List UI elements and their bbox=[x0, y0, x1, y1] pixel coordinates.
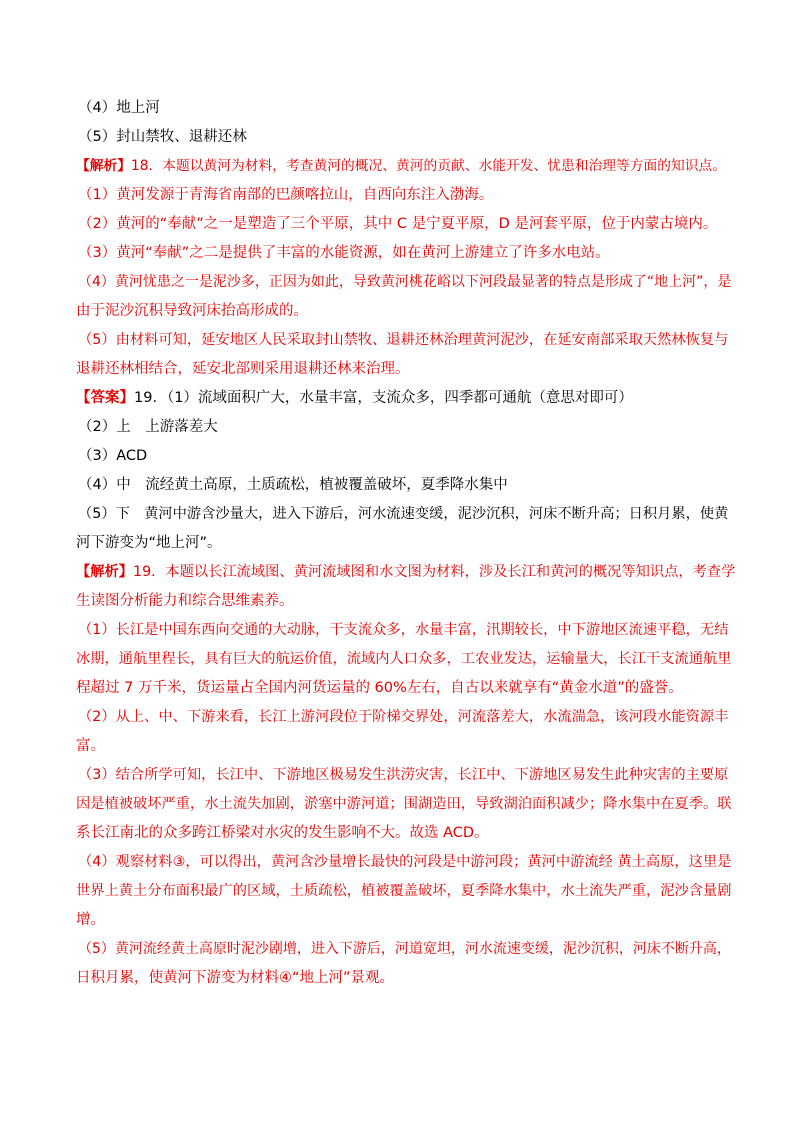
analysis-line bbox=[76, 297, 736, 326]
answer-line bbox=[76, 413, 736, 442]
line-text: （5）下 黄河中游含沙量大，进入下游后，河水流速变缓，泥沙沉积，河床不断升高；日积月累，使黄 bbox=[78, 506, 729, 522]
line-text: 系长江南北的众多跨江桥梁对水灾的发生影响不大。故选 ACD。 bbox=[76, 825, 489, 841]
line-text: （4）地上河 bbox=[78, 100, 160, 116]
line-text: 程超过 7 万千米，货运量占全国内河货运量的 60%左右，自古以来就享有“黄金水道”的盛誉。 bbox=[76, 680, 683, 696]
line-text: （4）观察材料③，可以得出，黄河含沙量增长最快的河段是中游河段；黄河中游流经 黄土高原，这里是 bbox=[78, 854, 732, 870]
line-text: （5）由材料可知，延安地区人民采取封山禁牧、退耕还林治理黄河泥沙，在延安南部采取天然林恢复与 bbox=[78, 332, 729, 348]
line-text: （3）结合所学可知，长江中、下游地区极易发生洪涝灾害，长江中、下游地区易发生此种灾害的主要原 bbox=[78, 767, 729, 783]
analysis-line bbox=[76, 761, 736, 790]
line-text: 退耕还林相结合，延安北部则采用退耕还林来治理。 bbox=[76, 361, 410, 377]
analysis-line bbox=[76, 181, 736, 210]
line-text: 18．本题以黄河为材料，考查黄河的概况、黄河的贡献、水能开发、忧患和治理等方面的知识点。 bbox=[131, 158, 727, 174]
analysis-line bbox=[76, 616, 736, 645]
analysis-tag: 【解析】 bbox=[76, 158, 132, 174]
analysis-line bbox=[76, 935, 736, 964]
answer-line bbox=[76, 529, 736, 558]
answer-line bbox=[76, 471, 736, 500]
answer-line bbox=[76, 94, 736, 123]
analysis-line bbox=[76, 877, 736, 906]
line-text: 19．本题以长江流域图、黄河流域图和水文图为材料，涉及长江和黄河的概况等知识点，考查学 bbox=[133, 564, 736, 580]
line-text: 日积月累，使黄河下游变为材料④“地上河”景观。 bbox=[76, 970, 395, 986]
document-body bbox=[76, 94, 736, 993]
line-text: 生读图分析能力和综合思维素养。 bbox=[76, 593, 294, 609]
analysis-line bbox=[76, 906, 736, 935]
line-text: 由于泥沙沉积导致河床抬高形成的。 bbox=[76, 303, 308, 319]
answer-line bbox=[76, 500, 736, 529]
analysis-line bbox=[76, 964, 736, 993]
analysis-line bbox=[76, 645, 736, 674]
line-text: （3）黄河“奉献”之二是提供了丰富的水能资源，如在黄河上游建立了许多水电站。 bbox=[78, 245, 610, 261]
line-text: 河下游变为“地上河”。 bbox=[76, 535, 222, 551]
line-text: 增。 bbox=[76, 912, 105, 928]
analysis-line bbox=[76, 732, 736, 761]
line-text: （4）中 流经黄土高原，土质疏松，植被覆盖破坏，夏季降水集中 bbox=[78, 477, 508, 493]
line-text: （2）黄河的“奉献”之一是塑造了三个平原，其中 C 是宁夏平原，D 是河套平原，位于内蒙古境内。 bbox=[78, 216, 718, 232]
line-text: （2）上 上游落差大 bbox=[78, 419, 218, 435]
line-text: 富。 bbox=[76, 738, 105, 754]
line-text: （3）ACD bbox=[78, 448, 148, 464]
analysis-tag: 【解析】 bbox=[76, 564, 134, 580]
analysis-line bbox=[76, 848, 736, 877]
answer-line bbox=[76, 123, 736, 152]
analysis-heading bbox=[76, 152, 736, 181]
line-text: （5）封山禁牧、退耕还林 bbox=[78, 129, 247, 145]
line-text: （5）黄河流经黄土高原时泥沙剧增，进入下游后，河道宽坦，河水流速变缓，泥沙沉积，河床不断升高， bbox=[78, 941, 731, 957]
analysis-heading bbox=[76, 558, 736, 587]
line-text: （1）黄河发源于青海省南部的巴颜喀拉山，自西向东注入渤海。 bbox=[78, 187, 494, 203]
analysis-line bbox=[76, 355, 736, 384]
line-text: 世界上黄土分布面积最广的区域，土质疏松，植被覆盖破坏，夏季降水集中，水土流失严重，泥沙含量剧 bbox=[76, 883, 732, 899]
analysis-line bbox=[76, 674, 736, 703]
line-text: 冰期，通航里程长，具有巨大的航运价值，流域内人口众多，工农业发达，运输量大，长江干支流通航里 bbox=[76, 651, 732, 667]
analysis-line bbox=[76, 268, 736, 297]
answer-line bbox=[76, 442, 736, 471]
line-text: 因是植被破坏严重，水土流失加剧，淤塞中游河道；围湖造田，导致湖泊面积减少；降水集中在夏季。联 bbox=[76, 796, 732, 812]
analysis-line bbox=[76, 703, 736, 732]
line-text: 19．（1）流域面积广大，水量丰富，支流众多，四季都可通航（意思对即可） bbox=[134, 390, 633, 406]
analysis-line bbox=[76, 587, 736, 616]
line-text: （4）黄河忧患之一是泥沙多，正因为如此，导致黄河桃花峪以下河段最显著的特点是形成了“地上河”，是 bbox=[78, 274, 732, 290]
answer-heading bbox=[76, 384, 736, 413]
line-text: （1）长江是中国东西向交通的大动脉，干支流众多，水量丰富，汛期较长，中下游地区流速平稳，无结 bbox=[78, 622, 729, 638]
line-text: （2）从上、中、下游来看，长江上游河段位于阶梯交界处，河流落差大，水流湍急，该河段水能资源丰 bbox=[78, 709, 729, 725]
analysis-line bbox=[76, 326, 736, 355]
answer-tag: 【答案】 bbox=[76, 390, 134, 406]
analysis-line bbox=[76, 790, 736, 819]
analysis-line bbox=[76, 210, 736, 239]
analysis-line bbox=[76, 239, 736, 268]
analysis-line bbox=[76, 819, 736, 848]
